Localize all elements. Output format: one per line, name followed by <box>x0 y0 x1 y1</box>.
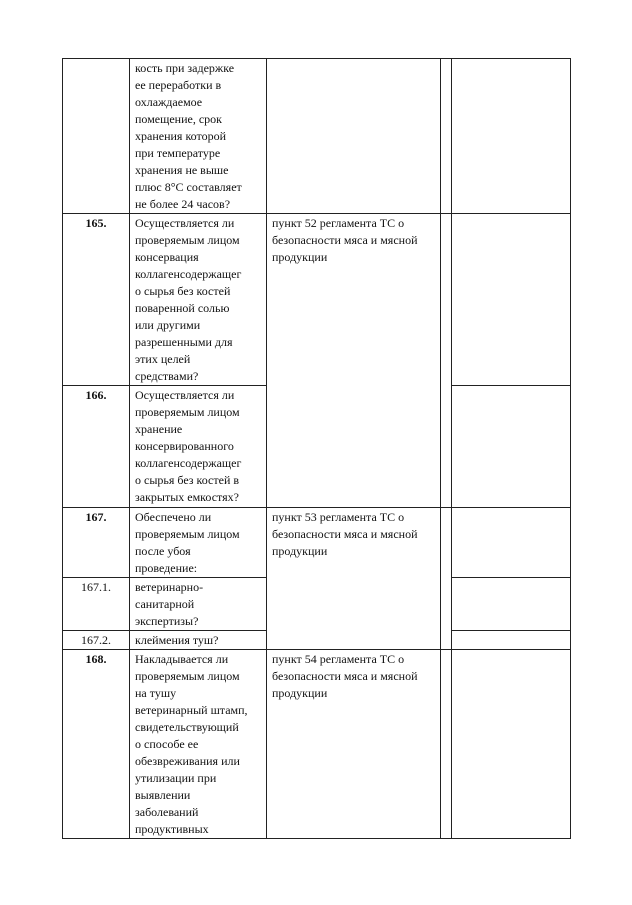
answer-cell <box>452 631 571 650</box>
question-cell: ветеринарно- санитарной экспертизы? <box>130 578 267 631</box>
table-row <box>63 650 571 839</box>
row-number: 166. <box>63 386 130 508</box>
question-cell: кость при задержке ее переработки в охлаждаемое помещение, срок хранения которой при температуре хранения не выше плюс 8°С составляет не более 24 часов? <box>130 59 267 214</box>
answer-cell <box>452 386 571 508</box>
table-row <box>63 214 571 386</box>
question-cell: Осуществляется ли проверяемым лицом консервация коллагенсодержащег о сырья без костей поваренной солью или другими разрешенными для этих целей средствами? <box>130 214 267 386</box>
spacer-cell <box>441 214 452 508</box>
answer-cell <box>452 578 571 631</box>
spacer-cell <box>441 59 452 214</box>
row-number: 167. <box>63 508 130 578</box>
reference-cell: пункт 53 регламента ТС о безопасности мяса и мясной продукции <box>267 508 441 650</box>
row-number: 165. <box>63 214 130 386</box>
spacer-cell <box>441 508 452 650</box>
reference-cell: пункт 54 регламента ТС о безопасности мяса и мясной продукции <box>267 650 441 839</box>
answer-cell <box>452 214 571 386</box>
question-cell: клеймения туш? <box>130 631 267 650</box>
row-number: 168. <box>63 650 130 839</box>
question-cell: Обеспечено ли проверяемым лицом после убоя проведение: <box>130 508 267 578</box>
table-row <box>63 59 571 214</box>
table-row <box>63 508 571 578</box>
reference-cell: пункт 52 регламента ТС о безопасности мяса и мясной продукции <box>267 214 441 508</box>
row-number: 167.2. <box>63 631 130 650</box>
answer-cell <box>452 508 571 578</box>
answer-cell <box>452 650 571 839</box>
question-cell: Накладывается ли проверяемым лицом на тушу ветеринарный штамп, свидетельствующий о способе ее обезвреживания или утилизации при выявлении заболеваний продуктивных <box>130 650 267 839</box>
answer-cell <box>452 59 571 214</box>
row-number <box>63 59 130 214</box>
spacer-cell <box>441 650 452 839</box>
reference-cell <box>267 59 441 214</box>
row-number: 167.1. <box>63 578 130 631</box>
checklist-table <box>62 58 571 839</box>
question-cell: Осуществляется ли проверяемым лицом хранение консервированного коллагенсодержащег о сырья без костей в закрытых емкостях? <box>130 386 267 508</box>
